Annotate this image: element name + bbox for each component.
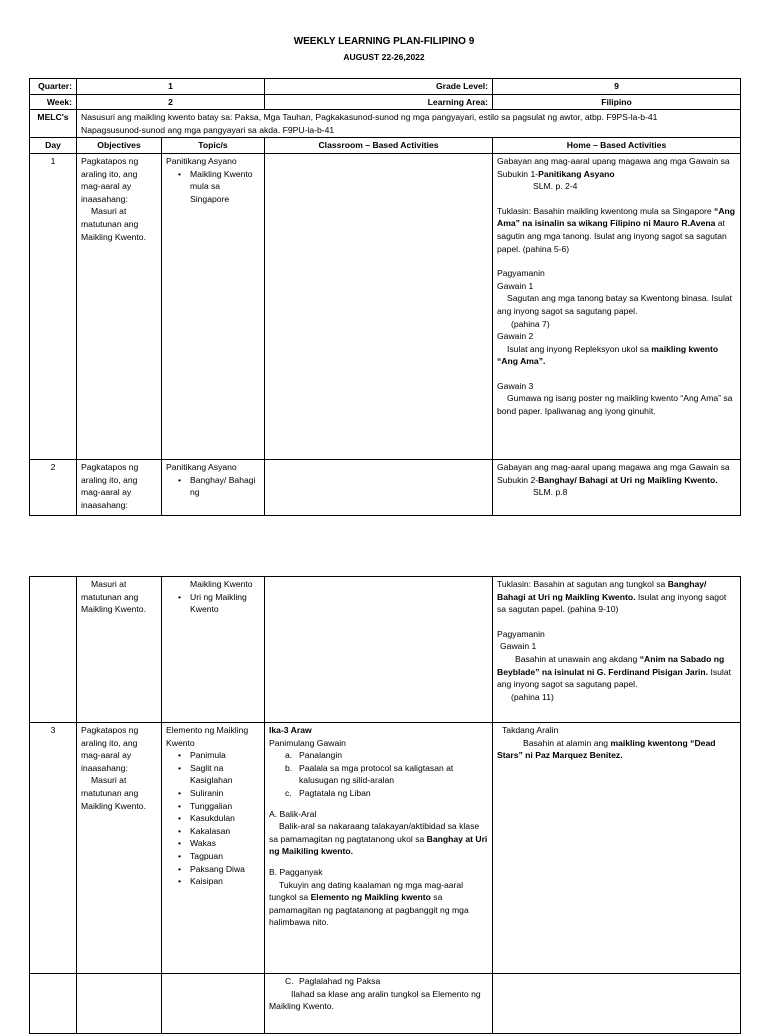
melc-row: [30, 110, 741, 138]
class-list: [269, 749, 488, 799]
class-text-bold: Banghay at Uri ng Maikiling kwento.: [269, 833, 488, 857]
topic-item: • Kakalasan: [180, 825, 260, 838]
day-number: 1: [30, 153, 77, 459]
topic-item: • Saglit na Kasiglahan: [180, 762, 260, 787]
grade-level-value: 9: [493, 79, 741, 95]
week-row: [30, 94, 741, 110]
objective-text: Masuri at matutunan ang Maikling Kwento.: [81, 775, 146, 811]
topics-cell: [162, 459, 265, 515]
home-text: Pagyamanin: [497, 268, 545, 279]
topic-item: • Kaisipan: [180, 875, 260, 888]
home-text-bold: Panitikang Asyano: [538, 168, 615, 179]
home-text: Sagutan ang mga tanong batay sa Kwentong binasa. Isulat ang inyong sagot sa sagutang papel.: [497, 293, 733, 316]
topic-item-continued: Maikling Kwento: [190, 579, 253, 589]
list-item-text: Paalala sa mga protocol sa kaligtasan at kalusugan ng silid-aralan: [299, 762, 454, 786]
day-2-row: [30, 459, 741, 515]
week-label: Week:: [30, 94, 77, 110]
class-list-item: [269, 787, 488, 800]
column-header-classroom: Classroom – Based Activities: [265, 138, 493, 154]
home-text: Gawain 2: [497, 331, 534, 342]
learning-plan-table-page-2: [29, 576, 741, 1034]
day-3-row: [30, 723, 741, 974]
list-marker: c.: [285, 787, 292, 798]
class-text: Ilahad sa klase ang aralin tungkol sa Elemento ng Maikling Kwento.: [269, 988, 481, 1012]
home-text-bold: Banghay/ Bahagi at Uri ng Maikling Kwento.: [538, 474, 718, 485]
home-text: Tuklasin: Basahin at sagutan ang tungkol sa: [497, 579, 668, 589]
objective-intro: Pagkatapos ng araling ito, ang mag-aaral ay inaasahang:: [81, 725, 139, 773]
learning-plan-table-page-1: [29, 78, 741, 516]
home-text: Gabayan ang mag-aaral upang magawa ang mga Gawain sa Subukin 1-: [497, 155, 730, 179]
list-item-text: Pagtatala ng Liban: [299, 787, 371, 798]
home-text: Gawain 1: [500, 641, 537, 652]
home-text: Gumawa ng isang poster ng maikling kwento “Ang Ama” sa bond paper. Ipaliwanag ang iyong ginuhit.: [497, 393, 733, 417]
topic-item: • Panimula: [180, 749, 260, 762]
topic-item: • Tagpuan: [180, 850, 260, 863]
list-marker: a.: [285, 750, 293, 761]
home-text-bold: “Anim na Sabado ng Beyblade” na isinulat ni G. Ferdinand Pisigan Jarin.: [497, 653, 725, 677]
quarter-label: Quarter:: [30, 79, 77, 95]
topic-item: • Wakas: [180, 837, 260, 850]
home-text-bold: maikling kwentong “Dead Stars” ni Paz Marquez Benitez.: [497, 737, 716, 761]
week-value: 2: [77, 94, 265, 110]
quarter-row: [30, 79, 741, 95]
home-text: Isulat ang inyong Repleksyon ukol sa: [507, 343, 652, 354]
home-text: Isulat ang inyong sagot sa sagutan papel. (pahina 9-10): [497, 591, 727, 615]
topic-title: Panitikang Asyano: [166, 155, 237, 166]
class-subtitle: Panimulang Gawain: [269, 737, 346, 748]
topics-cell: [162, 723, 265, 974]
list-marker: b.: [285, 762, 293, 773]
melc-content: [77, 110, 741, 138]
home-text: Takdang Aralin: [502, 725, 559, 735]
topic-item: • Suliranin: [180, 787, 260, 800]
home-text: Basahin at unawain ang akdang: [515, 653, 640, 664]
document-title: WEEKLY LEARNING PLAN-FILIPINO 9: [293, 36, 475, 47]
column-header-day: Day: [30, 138, 77, 154]
topic-item: • Uri ng Maikling Kwento: [180, 591, 260, 616]
home-text: Tuklasin: Basahin maikling kwentong mula sa Singapore: [497, 205, 715, 216]
classroom-activities-cell: [265, 723, 493, 974]
document-date: AUGUST 22-26,2022: [343, 52, 425, 62]
topic-title: Panitikang Asyano: [166, 461, 237, 472]
topics-cell: [162, 153, 265, 459]
home-text: SLM. p.8: [533, 487, 568, 498]
class-text: sa pamamagitan ng pagtatanong at pagbanggit ng mga halimbawa nito.: [269, 892, 469, 928]
column-header-home: Home – Based Activities: [493, 138, 741, 154]
class-list-item: [269, 749, 488, 762]
quarter-value: 1: [77, 79, 265, 95]
objective-intro: Pagkatapos ng araling ito, ang mag-aaral ay inaasahang:: [81, 155, 139, 204]
topics-cell: [162, 577, 265, 723]
classroom-activities-cell: [265, 459, 493, 515]
class-section-title: B. Pagganyak: [269, 866, 323, 877]
home-text: Gawain 3: [497, 380, 534, 391]
day-1-row: [30, 153, 741, 459]
column-header-row: [30, 138, 741, 154]
class-text: Balik-aral sa nakaraang talakayan/aktibidad sa klase sa pamamagitan ng pagtatanong ukol sa: [269, 821, 480, 844]
home-text-bold: Banghay/ Bahagi at Uri ng Maikling Kwento.: [497, 579, 707, 602]
day-3-continued-row: [30, 974, 741, 1034]
home-text: Gawain 1: [497, 280, 534, 291]
objectives-cell: [77, 723, 162, 974]
column-header-topics: Topic/s: [162, 138, 265, 154]
column-header-objectives: Objectives: [77, 138, 162, 154]
class-text: Tukuyin ang dating kaalaman ng mga mag-aaral tungkol sa: [269, 879, 464, 903]
home-text: Isulat ang inyong sagot sa sagutang papel.: [497, 666, 732, 690]
topic-item: • Paksang Diwa: [180, 863, 260, 876]
day-number: 3: [30, 723, 77, 974]
melc-item: Nasusuri ang maikling kwento batay sa: Paksa, Mga Tauhan, Pagkakasunod-sunod ng mga pangyayari, estilo sa pagsulat ng awtor, atbp. F9PS-la-b-41: [81, 112, 658, 123]
melc-label: MELC's: [30, 110, 77, 138]
home-activities-cell: [493, 459, 741, 515]
day-2-continued-row: [30, 577, 741, 723]
objectives-cell: Pagkatapos ng araling ito, ang mag-aaral ay inaasahang:: [77, 459, 162, 515]
class-text-bold: Elemento ng Maikling kwento: [310, 892, 431, 903]
home-activities-cell: [493, 153, 741, 459]
grade-level-label: Grade Level:: [265, 79, 493, 95]
list-item-text: Panalangin: [299, 750, 343, 761]
home-text-bold: maikling kwento “Ang Ama”.: [497, 343, 719, 367]
home-text: Pagyamanin: [497, 628, 545, 639]
topic-list: [166, 749, 260, 888]
classroom-activities-cell: [265, 974, 493, 1034]
topic-title: Elemento ng Maikling Kwento: [166, 725, 249, 748]
home-text-bold: “Ang Ama” na isinalin sa wikang Filipino ni Mauro R.Avena: [497, 205, 736, 229]
objectives-cell: [77, 153, 162, 459]
home-text: Gabayan ang mag-aaral upang magawa ang mga Gawain sa Subukin 2-: [497, 461, 730, 485]
objective-text: Masuri at matutunan ang Maikling Kwento.: [81, 579, 146, 615]
learning-area-value: Filipino: [493, 94, 741, 110]
learning-area-label: Learning Area:: [265, 94, 493, 110]
home-activities-cell: [493, 723, 741, 974]
objective-text: Masuri at matutunan ang Maikling Kwento.: [81, 206, 146, 242]
topic-item: • Tunggalian: [180, 800, 260, 813]
class-section-number: C.: [285, 976, 294, 986]
classroom-activities-cell: [265, 153, 493, 459]
class-list-item: [269, 762, 488, 787]
home-text: at sagutin ang mga tanong. Isulat ang inyong sagot sa sagutan papel. (pahina 5-6): [497, 218, 727, 254]
class-section-title: Paglalahad ng Paksa: [299, 976, 381, 986]
topic-item: • Banghay/ Bahagi ng: [180, 474, 260, 499]
objectives-cell: [77, 577, 162, 723]
class-section-title: A. Balik-Aral: [269, 808, 317, 819]
topic-item: • Maikling Kwento mula sa Singapore: [180, 168, 260, 206]
melc-item: Napagsusunod-sunod ang mga pangyayari sa akda. F9PU-la-b-41: [81, 124, 335, 135]
topic-item: • Kasukdulan: [180, 812, 260, 825]
home-text: Basahin at alamin ang: [523, 737, 611, 748]
class-title: Ika-3 Araw: [269, 725, 312, 735]
home-text: (pahina 11): [511, 691, 554, 702]
day-number: 2: [30, 459, 77, 515]
home-text: (pahina 7): [511, 318, 550, 329]
home-activities-cell: [493, 577, 741, 723]
home-text: SLM. p. 2-4: [533, 181, 578, 192]
classroom-activities-cell: [265, 577, 493, 723]
